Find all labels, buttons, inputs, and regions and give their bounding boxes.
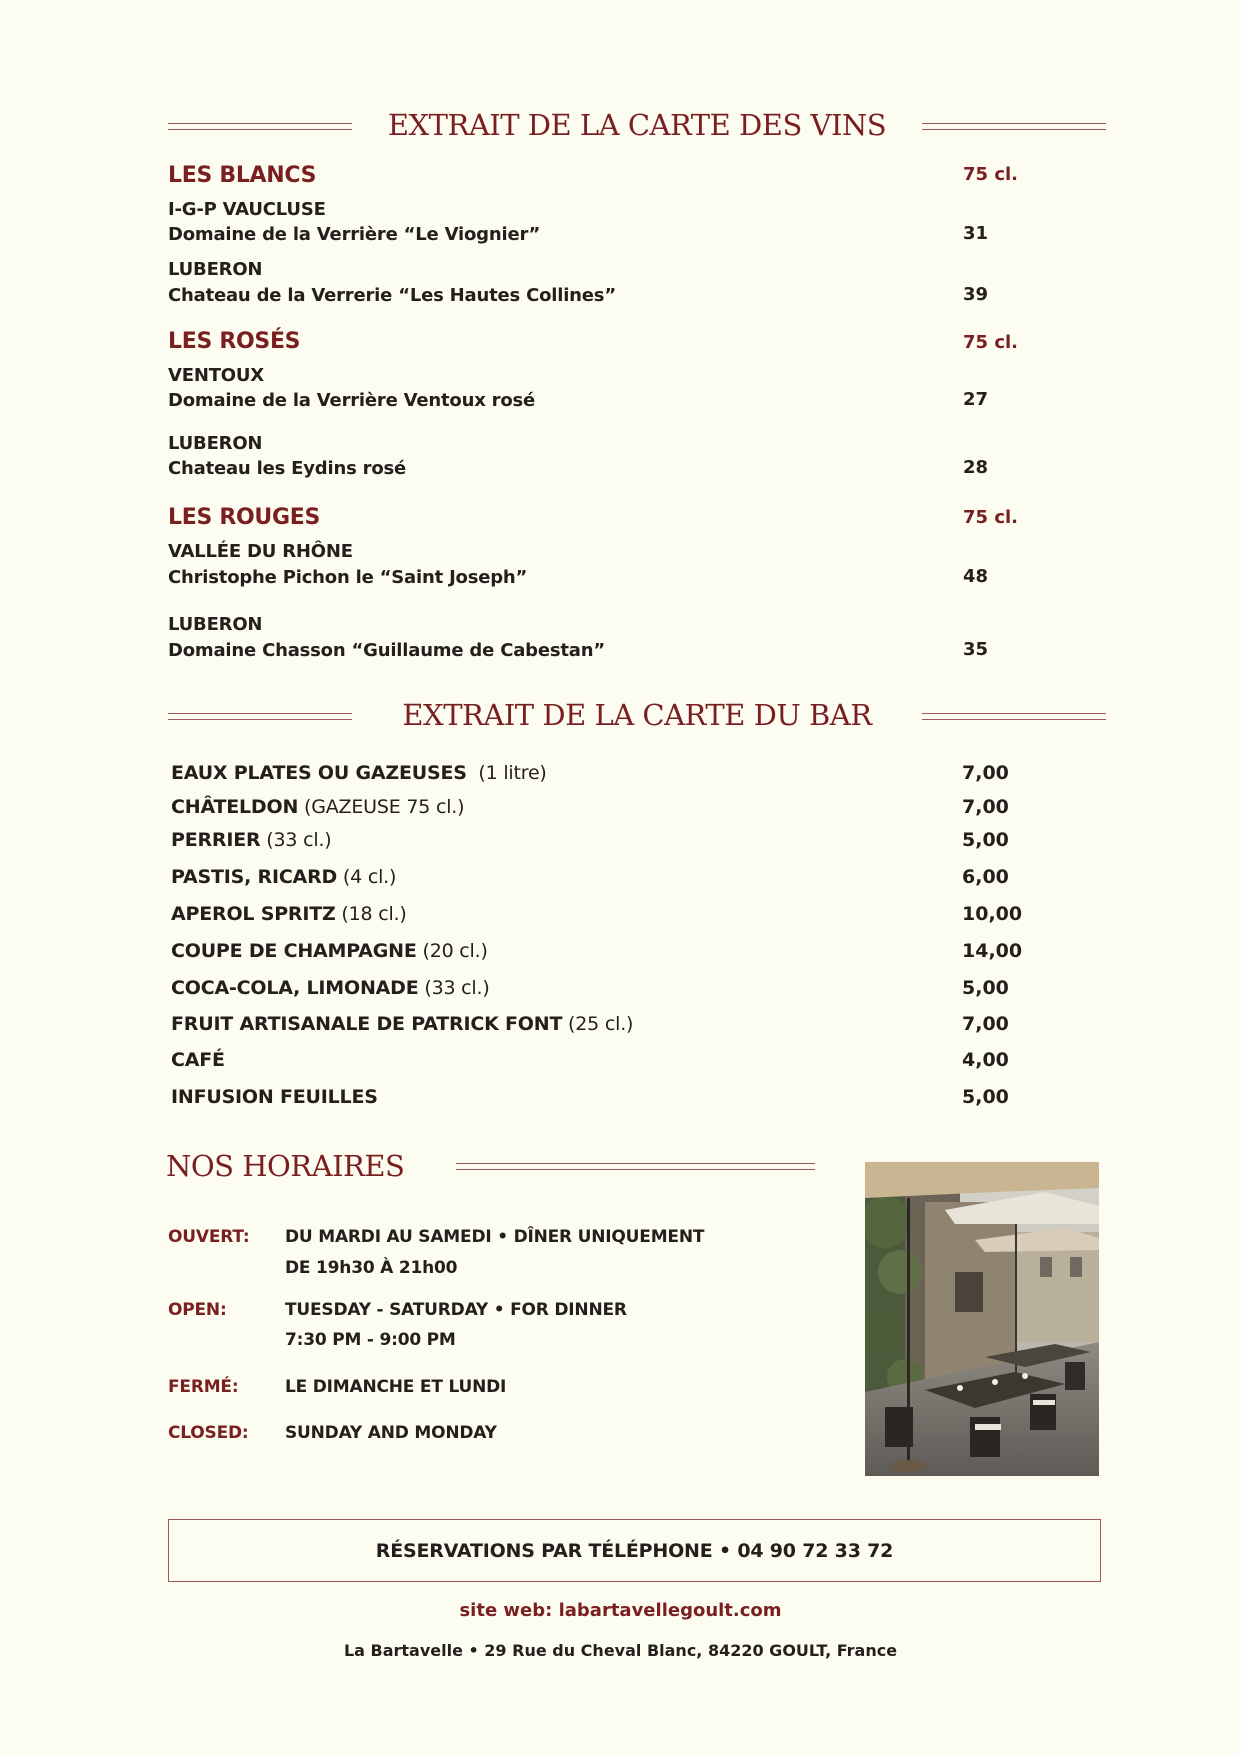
bar-item-name: CAFÉ [171, 1049, 225, 1071]
bar-item-price: 5,00 [962, 977, 1009, 999]
bar-item-name: EAUX PLATES OU GAZEUSES [171, 762, 467, 784]
hours-value: 7:30 PM - 9:00 PM [285, 1330, 456, 1350]
category-unit-blancs: 75 cl. [963, 164, 1018, 185]
bar-item-price: 7,00 [962, 796, 1009, 818]
bar-item [171, 1013, 633, 1035]
bar-item [171, 1086, 378, 1108]
bar-section-header [168, 692, 1106, 742]
hours-label: OPEN: [168, 1300, 227, 1320]
hours-value: DU MARDI AU SAMEDI • DÎNER UNIQUEMENT [285, 1227, 705, 1247]
wine-price: 31 [963, 223, 989, 244]
hours-value: SUNDAY AND MONDAY [285, 1423, 497, 1443]
bar-item-price: 7,00 [962, 1013, 1009, 1035]
bar-item-detail: (18 cl.) [335, 903, 407, 925]
category-unit-rouges: 75 cl. [963, 507, 1018, 528]
bar-item [171, 903, 407, 925]
wine-name: Domaine de la Verrière “Le Viognier” [168, 224, 541, 245]
hours-label: CLOSED: [168, 1423, 249, 1443]
wine-name: Domaine de la Verrière Ventoux rosé [168, 390, 536, 411]
bar-section-title: EXTRAIT DE LA CARTE DU BAR [402, 698, 872, 732]
bar-item [171, 829, 332, 851]
bar-item-name: FRUIT ARTISANALE DE PATRICK FONT [171, 1013, 563, 1035]
hours-label: FERMÉ: [168, 1377, 239, 1397]
bar-item-name: PASTIS, RICARD [171, 866, 338, 888]
bar-item-detail: (33 cl.) [260, 829, 332, 851]
wine-name: Domaine Chasson “Guillaume de Cabestan” [168, 640, 605, 661]
hours-label: OUVERT: [168, 1227, 250, 1247]
wine-section-header [168, 102, 1106, 152]
bar-item-price: 5,00 [962, 829, 1009, 851]
wine-name: Chateau de la Verrerie “Les Hautes Collines” [168, 285, 616, 306]
reservation-box [168, 1519, 1101, 1582]
bar-item-detail: (20 cl.) [416, 940, 488, 962]
bar-item-price: 7,00 [962, 762, 1009, 784]
title-rule-left [168, 713, 352, 720]
wine-price: 27 [963, 389, 989, 410]
restaurant-terrace-photo [865, 1162, 1099, 1476]
category-title-rouges: LES ROUGES [168, 505, 320, 530]
wine-section-title: EXTRAIT DE LA CARTE DES VINS [387, 108, 887, 142]
terrace-photo-illustration [865, 1162, 1099, 1476]
bar-item-name: APEROL SPRITZ [171, 903, 336, 925]
hours-value: DE 19h30 À 21h00 [285, 1258, 458, 1278]
wine-name: Chateau les Eydins rosé [168, 458, 407, 479]
wine-region: LUBERON [168, 614, 263, 635]
bar-item-name: CHÂTELDON [171, 796, 299, 818]
website-link[interactable]: site web: labartavellegoult.com [459, 1600, 782, 1621]
bar-item-detail: (25 cl.) [562, 1013, 634, 1035]
bar-item [171, 1049, 225, 1071]
wine-region: I-G-P VAUCLUSE [168, 199, 326, 220]
bar-item [171, 796, 464, 818]
category-unit-roses: 75 cl. [963, 332, 1018, 353]
wine-region: VENTOUX [168, 365, 264, 386]
wine-price: 48 [963, 566, 989, 587]
reservation-text: RÉSERVATIONS PAR TÉLÉPHONE • 04 90 72 33 72 [375, 1539, 894, 1562]
category-title-blancs: LES BLANCS [168, 163, 317, 188]
bar-item-price: 5,00 [962, 1086, 1009, 1108]
hours-title-rule [456, 1163, 815, 1170]
bar-item [171, 940, 488, 962]
bar-item-price: 14,00 [962, 940, 1023, 962]
bar-item-detail: (GAZEUSE 75 cl.) [298, 796, 465, 818]
wine-name: Christophe Pichon le “Saint Joseph” [168, 567, 528, 588]
restaurant-address: La Bartavelle • 29 Rue du Cheval Blanc, 84220 GOULT, France [343, 1641, 898, 1660]
bar-item-price: 10,00 [962, 903, 1023, 925]
wine-price: 35 [963, 639, 989, 660]
title-rule-left [168, 123, 352, 130]
bar-item-detail: (33 cl.) [418, 977, 490, 999]
hours-value: LE DIMANCHE ET LUNDI [285, 1377, 507, 1397]
bar-item-detail: (4 cl.) [337, 866, 397, 888]
wine-region: LUBERON [168, 433, 263, 454]
bar-item-name: PERRIER [171, 829, 261, 851]
bar-item-detail: (1 litre) [466, 762, 547, 784]
bar-item-price: 6,00 [962, 866, 1009, 888]
bar-item [171, 762, 547, 784]
title-rule-right [922, 713, 1106, 720]
wine-price: 28 [963, 457, 989, 478]
category-title-roses: LES ROSÉS [168, 329, 301, 354]
bar-item [171, 977, 490, 999]
hours-section-title: NOS HORAIRES [166, 1149, 405, 1183]
bar-item [171, 866, 396, 888]
hours-value: TUESDAY - SATURDAY • FOR DINNER [285, 1300, 627, 1320]
wine-region: LUBERON [168, 259, 263, 280]
bar-item-name: COCA-COLA, LIMONADE [171, 977, 419, 999]
bar-item-price: 4,00 [962, 1049, 1009, 1071]
wine-price: 39 [963, 284, 989, 305]
title-rule-right [922, 123, 1106, 130]
bar-item-name: INFUSION FEUILLES [171, 1086, 378, 1108]
wine-region: VALLÉE DU RHÔNE [168, 541, 353, 562]
bar-item-name: COUPE DE CHAMPAGNE [171, 940, 417, 962]
